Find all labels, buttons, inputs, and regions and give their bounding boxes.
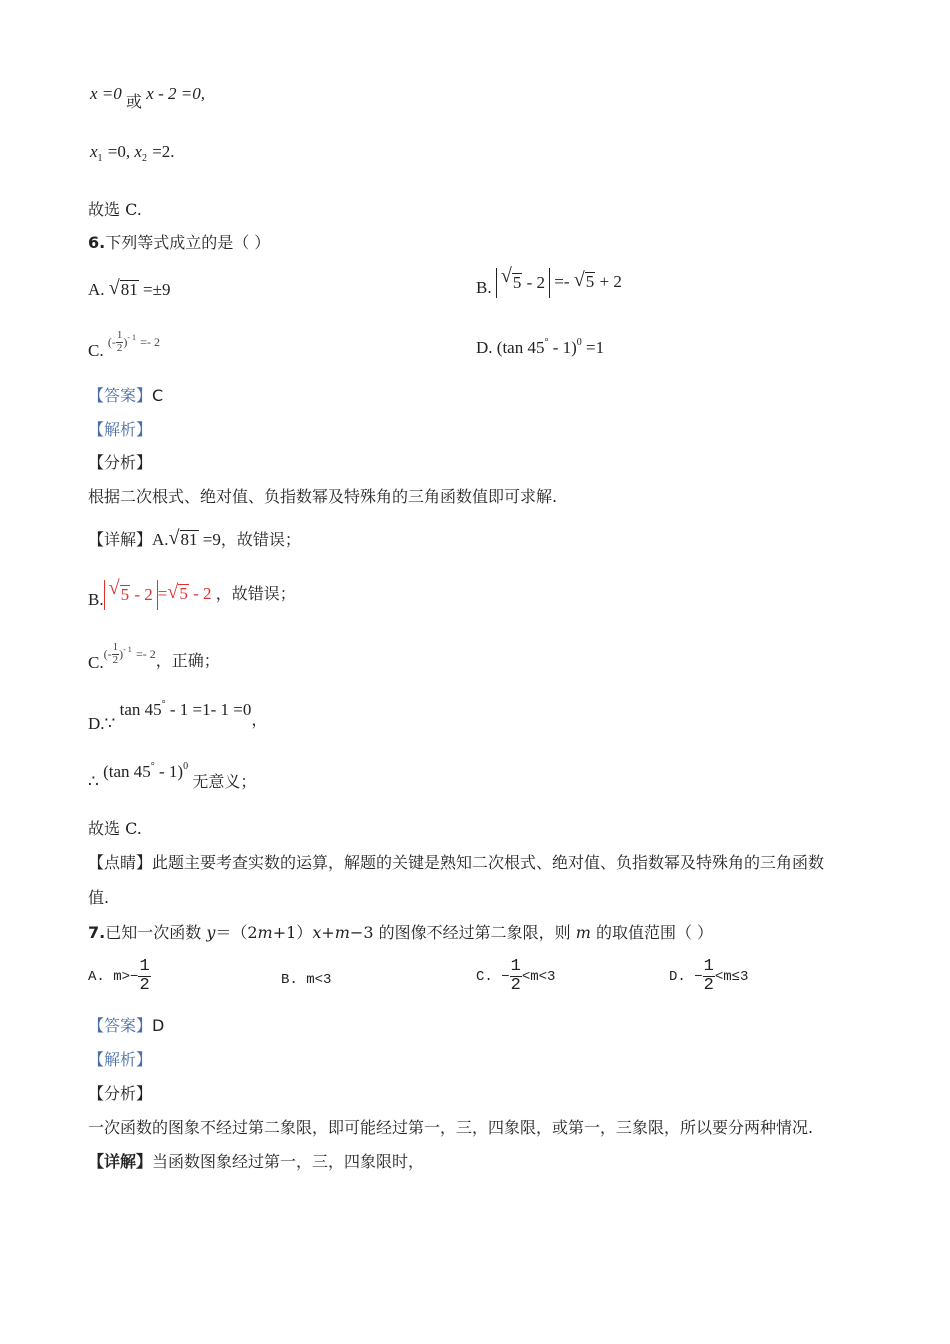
analysis-6-tag: 【解析】 [88,420,153,439]
question-7-title: 7.已知一次函数 y＝（2m+1）x+m−3 的图像不经过第二象限，则 m 的取值范围（ ） [88,923,714,942]
fenxi-6-text: 根据二次根式、绝对值、负指数幂及特殊角的三角函数值即可求解. [88,487,558,506]
equation-line-1: x =0 或 x - 2 =0, [90,84,205,111]
detail-6d: D.∵ tan 45° - 1 =1- 1 =0， [88,699,268,733]
question-6-title: 6.下列等式成立的是（ ） [88,233,271,252]
option-7b: B. m<3 [281,972,332,988]
option-6c: C. (- $\frac{1}{2}$ )$^{- 1}$ =- 2 [88,329,161,360]
answer-7: 【答案】D [88,1016,165,1035]
option-7a: A. m>− $\frac{1}{2}$ [88,957,150,995]
answer-6: 【答案】C [88,386,164,405]
dianjing-6-cont: 值. [88,888,110,907]
detail-6a: 【详解】A. √ 81 =9，故错误； [88,527,301,549]
detail-6c: C.(- $\frac{1}{2}$ )$^{- 1}$ =- 2，正确； [88,641,220,672]
fenxi-7-text: 一次函数的图象不经过第二象限，即可能经过第一，三，四象限，或第一，三象限，所以要分两种情况. [88,1118,814,1137]
option-6a: A. √ 81 =±9 [88,277,171,299]
option-6b: B. √ 5 - 2 =- √ 5 + 2 [476,265,622,297]
analysis-7-tag: 【解析】 [88,1050,153,1069]
option-6d: D. (tan 45° - 1)$^0$ =1 [476,337,605,357]
equation-line-2: $x_1 =0$, $x_2 =2$. [90,142,175,164]
dianjing-6: 【点睛】此题主要考查实数的运算，解题的关键是熟知二次根式、绝对值、负指数幂及特殊角的三角函数 [88,853,825,872]
option-7d: D. − $\frac{1}{2}$ <m≤3 [669,957,749,995]
fenxi-6-tag: 【分析】 [88,453,153,472]
option-7c: C. − $\frac{1}{2}$ <m<3 [476,957,556,995]
fenxi-7-tag: 【分析】 [88,1084,153,1103]
detail-6b: B. √ 5 - 2 = √ 5 - 2 ，故错误； [88,577,296,609]
therefore-line: ∴ (tan 45° - 1)$^0$ 无意义； [88,761,257,791]
detail-7: 【详解】当函数图象经过第一，三，四象限时， [88,1152,425,1171]
choose-c-text: 故选 C. [88,200,142,219]
or-text: 或 [126,94,143,111]
choose-c-text-2: 故选 C. [88,819,142,838]
